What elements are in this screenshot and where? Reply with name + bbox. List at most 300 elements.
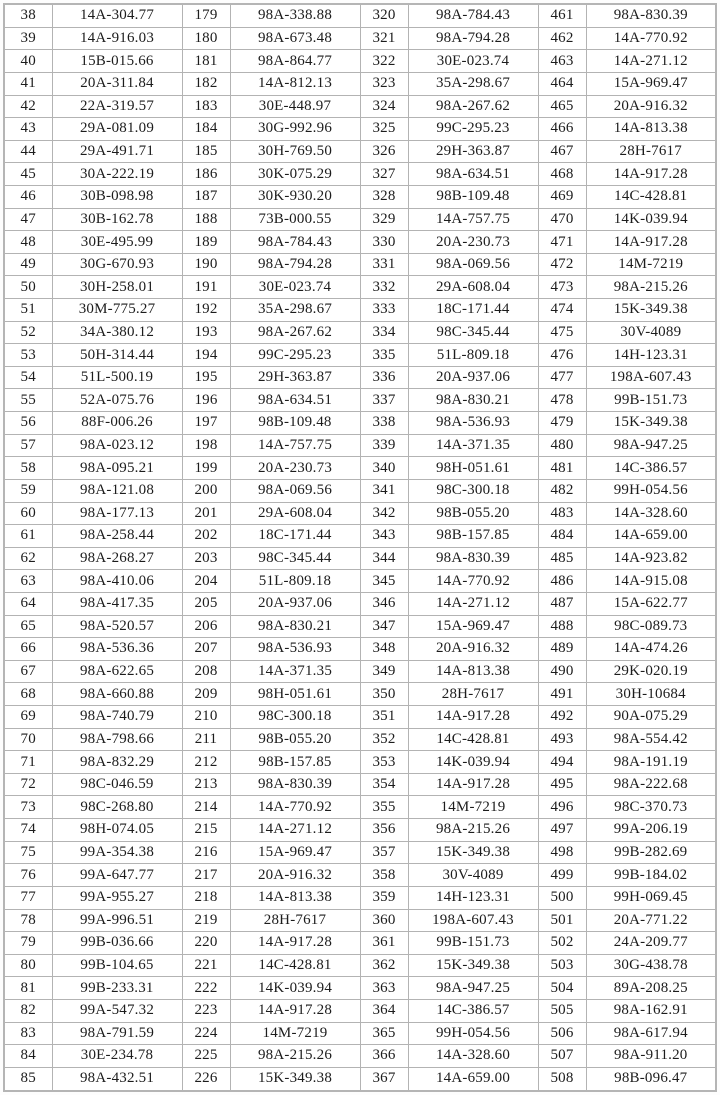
index-cell: 507: [538, 1045, 586, 1068]
index-cell: 504: [538, 977, 586, 1000]
table-row: [4, 389, 716, 412]
plate-code-cell: 28H-7617: [408, 683, 538, 706]
index-cell: 361: [360, 932, 408, 955]
index-cell: 334: [360, 321, 408, 344]
plate-code-cell: 98C-300.18: [408, 479, 538, 502]
index-cell: 327: [360, 163, 408, 186]
index-cell: 39: [4, 27, 52, 50]
plate-code-cell: 99B-036.66: [52, 932, 182, 955]
index-cell: 501: [538, 909, 586, 932]
plate-code-cell: 29A-608.04: [230, 502, 360, 525]
plate-code-cell: 99B-233.31: [52, 977, 182, 1000]
index-cell: 219: [182, 909, 230, 932]
plate-code-cell: 14A-271.12: [586, 50, 716, 73]
index-cell: 502: [538, 932, 586, 955]
plate-code-cell: 14A-813.38: [408, 660, 538, 683]
plate-code-cell: 30G-670.93: [52, 253, 182, 276]
index-cell: 335: [360, 344, 408, 367]
plate-code-cell: 30B-098.98: [52, 186, 182, 209]
plate-code-cell: 14C-428.81: [408, 728, 538, 751]
index-cell: 491: [538, 683, 586, 706]
plate-code-cell: 20A-916.32: [230, 864, 360, 887]
index-cell: 197: [182, 412, 230, 435]
index-cell: 489: [538, 638, 586, 661]
table-row: [4, 50, 716, 73]
plate-code-cell: 98A-794.28: [408, 27, 538, 50]
table-row: [4, 72, 716, 95]
plate-code-cell: 29H-363.87: [408, 140, 538, 163]
index-cell: 500: [538, 886, 586, 909]
plate-code-cell: 30E-448.97: [230, 95, 360, 118]
plate-code-cell: 99H-054.56: [586, 479, 716, 502]
plate-code-cell: 99C-295.23: [230, 344, 360, 367]
plate-code-cell: 98A-162.91: [586, 999, 716, 1022]
plate-code-cell: 14A-371.35: [230, 660, 360, 683]
index-cell: 478: [538, 389, 586, 412]
plate-code-cell: 98A-177.13: [52, 502, 182, 525]
plate-code-cell: 14A-304.77: [52, 4, 182, 27]
index-cell: 218: [182, 886, 230, 909]
plate-code-cell: 99B-151.73: [408, 932, 538, 955]
index-cell: 362: [360, 954, 408, 977]
plate-code-cell: 98B-055.20: [408, 502, 538, 525]
plate-code-cell: 98C-345.44: [230, 547, 360, 570]
plate-code-cell: 14M-7219: [230, 1022, 360, 1045]
index-cell: 78: [4, 909, 52, 932]
index-cell: 184: [182, 118, 230, 141]
plate-code-cell: 14M-7219: [408, 796, 538, 819]
table-row: [4, 95, 716, 118]
table-row: [4, 547, 716, 570]
plate-code-cell: 15K-349.38: [586, 412, 716, 435]
plate-code-cell: 51L-500.19: [52, 366, 182, 389]
index-cell: 330: [360, 231, 408, 254]
plate-codes-table: [3, 3, 717, 1092]
plate-code-cell: 30E-023.74: [230, 276, 360, 299]
index-cell: 207: [182, 638, 230, 661]
index-cell: 351: [360, 706, 408, 729]
plate-code-cell: 30K-930.20: [230, 186, 360, 209]
plate-code-cell: 98A-417.35: [52, 592, 182, 615]
plate-code-cell: 98A-410.06: [52, 570, 182, 593]
index-cell: 217: [182, 864, 230, 887]
table-row: [4, 163, 716, 186]
index-cell: 200: [182, 479, 230, 502]
plate-code-cell: 35A-298.67: [230, 299, 360, 322]
index-cell: 85: [4, 1067, 52, 1091]
plate-code-cell: 15K-349.38: [408, 954, 538, 977]
plate-code-cell: 14A-770.92: [230, 796, 360, 819]
plate-code-cell: 15A-969.47: [586, 72, 716, 95]
index-cell: 463: [538, 50, 586, 73]
table-row: [4, 864, 716, 887]
index-cell: 467: [538, 140, 586, 163]
plate-code-cell: 14A-474.26: [586, 638, 716, 661]
plate-code-cell: 15B-015.66: [52, 50, 182, 73]
index-cell: 332: [360, 276, 408, 299]
index-cell: 212: [182, 751, 230, 774]
plate-code-cell: 198A-607.43: [408, 909, 538, 932]
plate-code-cell: 198A-607.43: [586, 366, 716, 389]
plate-code-cell: 29H-363.87: [230, 366, 360, 389]
table-row: [4, 592, 716, 615]
plate-code-cell: 98A-784.43: [408, 4, 538, 27]
plate-code-cell: 28H-7617: [230, 909, 360, 932]
index-cell: 213: [182, 773, 230, 796]
index-cell: 365: [360, 1022, 408, 1045]
plate-code-cell: 30E-234.78: [52, 1045, 182, 1068]
index-cell: 352: [360, 728, 408, 751]
index-cell: 194: [182, 344, 230, 367]
index-cell: 499: [538, 864, 586, 887]
plate-code-cell: 98A-536.93: [408, 412, 538, 435]
plate-code-cell: 14A-659.00: [586, 525, 716, 548]
index-cell: 79: [4, 932, 52, 955]
table-row: [4, 434, 716, 457]
plate-code-cell: 99B-151.73: [586, 389, 716, 412]
plate-code-cell: 20A-230.73: [230, 457, 360, 480]
table-row: [4, 299, 716, 322]
index-cell: 479: [538, 412, 586, 435]
index-cell: 340: [360, 457, 408, 480]
index-cell: 508: [538, 1067, 586, 1091]
plate-code-cell: 15A-969.47: [230, 841, 360, 864]
table-row: [4, 344, 716, 367]
plate-code-cell: 14A-917.28: [230, 932, 360, 955]
index-cell: 206: [182, 615, 230, 638]
table-row: [4, 186, 716, 209]
plate-code-cell: 51L-809.18: [230, 570, 360, 593]
index-cell: 350: [360, 683, 408, 706]
index-cell: 363: [360, 977, 408, 1000]
index-cell: 326: [360, 140, 408, 163]
plate-code-cell: 15K-349.38: [408, 841, 538, 864]
plate-code-cell: 98A-830.21: [408, 389, 538, 412]
table-row: [4, 683, 716, 706]
plate-code-cell: 98A-830.39: [586, 4, 716, 27]
index-cell: 462: [538, 27, 586, 50]
index-cell: 53: [4, 344, 52, 367]
plate-code-cell: 51L-809.18: [408, 344, 538, 367]
index-cell: 473: [538, 276, 586, 299]
index-cell: 38: [4, 4, 52, 27]
index-cell: 183: [182, 95, 230, 118]
table-row: [4, 841, 716, 864]
index-cell: 331: [360, 253, 408, 276]
index-cell: 188: [182, 208, 230, 231]
index-cell: 322: [360, 50, 408, 73]
index-cell: 82: [4, 999, 52, 1022]
index-cell: 484: [538, 525, 586, 548]
plate-code-cell: 30H-258.01: [52, 276, 182, 299]
index-cell: 367: [360, 1067, 408, 1091]
index-cell: 336: [360, 366, 408, 389]
plate-code-cell: 99A-955.27: [52, 886, 182, 909]
plate-code-cell: 98A-191.19: [586, 751, 716, 774]
table-row: [4, 412, 716, 435]
index-cell: 323: [360, 72, 408, 95]
plate-code-cell: 98A-215.26: [230, 1045, 360, 1068]
index-cell: 360: [360, 909, 408, 932]
index-cell: 474: [538, 299, 586, 322]
index-cell: 475: [538, 321, 586, 344]
index-cell: 480: [538, 434, 586, 457]
plate-code-cell: 30E-023.74: [408, 50, 538, 73]
index-cell: 47: [4, 208, 52, 231]
plate-code-cell: 98H-051.61: [230, 683, 360, 706]
plate-code-cell: 98A-267.62: [408, 95, 538, 118]
plate-code-cell: 15K-349.38: [230, 1067, 360, 1091]
plate-code-cell: 14M-7219: [586, 253, 716, 276]
plate-code-cell: 30H-10684: [586, 683, 716, 706]
plate-code-cell: 98A-536.93: [230, 638, 360, 661]
index-cell: 338: [360, 412, 408, 435]
plate-code-cell: 98A-634.51: [230, 389, 360, 412]
plate-code-cell: 98A-798.66: [52, 728, 182, 751]
plate-code-cell: 88F-006.26: [52, 412, 182, 435]
index-cell: 76: [4, 864, 52, 887]
plate-code-cell: 30E-495.99: [52, 231, 182, 254]
index-cell: 346: [360, 592, 408, 615]
index-cell: 469: [538, 186, 586, 209]
plate-code-cell: 98A-338.88: [230, 4, 360, 27]
table-row: [4, 276, 716, 299]
index-cell: 74: [4, 819, 52, 842]
index-cell: 203: [182, 547, 230, 570]
index-cell: 355: [360, 796, 408, 819]
plate-code-cell: 99C-295.23: [408, 118, 538, 141]
plate-code-cell: 14A-371.35: [408, 434, 538, 457]
index-cell: 488: [538, 615, 586, 638]
plate-code-cell: 20A-916.32: [586, 95, 716, 118]
plate-code-cell: 98A-634.51: [408, 163, 538, 186]
index-cell: 215: [182, 819, 230, 842]
plate-code-cell: 89A-208.25: [586, 977, 716, 1000]
index-cell: 208: [182, 660, 230, 683]
index-cell: 61: [4, 525, 52, 548]
index-cell: 220: [182, 932, 230, 955]
index-cell: 224: [182, 1022, 230, 1045]
plate-code-cell: 15K-349.38: [586, 299, 716, 322]
index-cell: 180: [182, 27, 230, 50]
index-cell: 348: [360, 638, 408, 661]
index-cell: 52: [4, 321, 52, 344]
plate-code-cell: 98C-300.18: [230, 706, 360, 729]
plate-code-cell: 14A-923.82: [586, 547, 716, 570]
index-cell: 468: [538, 163, 586, 186]
index-cell: 466: [538, 118, 586, 141]
index-cell: 65: [4, 615, 52, 638]
plate-code-cell: 98A-023.12: [52, 434, 182, 457]
index-cell: 490: [538, 660, 586, 683]
plate-code-cell: 98A-947.25: [586, 434, 716, 457]
plate-code-cell: 98A-622.65: [52, 660, 182, 683]
index-cell: 359: [360, 886, 408, 909]
plate-code-cell: 14A-917.28: [408, 773, 538, 796]
plate-code-cell: 52A-075.76: [52, 389, 182, 412]
table-row: [4, 638, 716, 661]
plate-code-cell: 98A-536.36: [52, 638, 182, 661]
index-cell: 58: [4, 457, 52, 480]
plate-code-cell: 14A-271.12: [230, 819, 360, 842]
index-cell: 503: [538, 954, 586, 977]
index-cell: 337: [360, 389, 408, 412]
plate-code-cell: 98A-830.39: [408, 547, 538, 570]
index-cell: 189: [182, 231, 230, 254]
plate-code-cell: 99A-647.77: [52, 864, 182, 887]
table-body: [4, 4, 716, 1091]
plate-code-cell: 98C-370.73: [586, 796, 716, 819]
index-cell: 344: [360, 547, 408, 570]
index-cell: 68: [4, 683, 52, 706]
plate-code-cell: 14K-039.94: [230, 977, 360, 1000]
plate-code-cell: 98A-258.44: [52, 525, 182, 548]
plate-code-cell: 98A-784.43: [230, 231, 360, 254]
index-cell: 57: [4, 434, 52, 457]
plate-code-cell: 98A-791.59: [52, 1022, 182, 1045]
index-cell: 328: [360, 186, 408, 209]
plate-code-cell: 98B-109.48: [408, 186, 538, 209]
table-row: [4, 525, 716, 548]
index-cell: 77: [4, 886, 52, 909]
plate-code-cell: 30G-992.96: [230, 118, 360, 141]
plate-code-cell: 98A-660.88: [52, 683, 182, 706]
plate-code-cell: 98H-074.05: [52, 819, 182, 842]
index-cell: 181: [182, 50, 230, 73]
table-row: [4, 977, 716, 1000]
plate-code-cell: 98C-345.44: [408, 321, 538, 344]
index-cell: 182: [182, 72, 230, 95]
index-cell: 196: [182, 389, 230, 412]
plate-code-cell: 98A-069.56: [408, 253, 538, 276]
plate-code-cell: 98C-268.80: [52, 796, 182, 819]
table-row: [4, 140, 716, 163]
index-cell: 339: [360, 434, 408, 457]
plate-code-cell: 14A-328.60: [408, 1045, 538, 1068]
index-cell: 185: [182, 140, 230, 163]
index-cell: 356: [360, 819, 408, 842]
index-cell: 192: [182, 299, 230, 322]
plate-code-cell: 14A-770.92: [408, 570, 538, 593]
plate-code-cell: 99B-282.69: [586, 841, 716, 864]
plate-code-cell: 30B-162.78: [52, 208, 182, 231]
index-cell: 64: [4, 592, 52, 615]
plate-code-cell: 98A-673.48: [230, 27, 360, 50]
table-row: [4, 728, 716, 751]
plate-code-cell: 98B-096.47: [586, 1067, 716, 1091]
plate-code-cell: 35A-298.67: [408, 72, 538, 95]
index-cell: 345: [360, 570, 408, 593]
plate-code-cell: 99B-184.02: [586, 864, 716, 887]
table-row: [4, 706, 716, 729]
table-row: [4, 909, 716, 932]
table-row: [4, 231, 716, 254]
index-cell: 349: [360, 660, 408, 683]
table-row: [4, 457, 716, 480]
plate-code-cell: 14A-770.92: [586, 27, 716, 50]
index-cell: 50: [4, 276, 52, 299]
index-cell: 464: [538, 72, 586, 95]
table-row: [4, 1067, 716, 1091]
plate-code-cell: 18C-171.44: [230, 525, 360, 548]
plate-code-cell: 20A-230.73: [408, 231, 538, 254]
plate-code-cell: 22A-319.57: [52, 95, 182, 118]
plate-code-cell: 99A-206.19: [586, 819, 716, 842]
plate-code-cell: 14A-812.13: [230, 72, 360, 95]
index-cell: 222: [182, 977, 230, 1000]
index-cell: 366: [360, 1045, 408, 1068]
index-cell: 498: [538, 841, 586, 864]
index-cell: 461: [538, 4, 586, 27]
plate-code-cell: 14C-428.81: [230, 954, 360, 977]
plate-code-cell: 29A-608.04: [408, 276, 538, 299]
table-row: [4, 479, 716, 502]
index-cell: 485: [538, 547, 586, 570]
index-cell: 195: [182, 366, 230, 389]
plate-code-cell: 98A-617.94: [586, 1022, 716, 1045]
index-cell: 210: [182, 706, 230, 729]
index-cell: 186: [182, 163, 230, 186]
index-cell: 225: [182, 1045, 230, 1068]
index-cell: 325: [360, 118, 408, 141]
plate-code-cell: 20A-937.06: [230, 592, 360, 615]
index-cell: 209: [182, 683, 230, 706]
plate-code-cell: 29K-020.19: [586, 660, 716, 683]
index-cell: 492: [538, 706, 586, 729]
index-cell: 49: [4, 253, 52, 276]
plate-code-cell: 14A-271.12: [408, 592, 538, 615]
index-cell: 204: [182, 570, 230, 593]
plate-code-cell: 20A-916.32: [408, 638, 538, 661]
index-cell: 354: [360, 773, 408, 796]
plate-code-cell: 14A-328.60: [586, 502, 716, 525]
index-cell: 202: [182, 525, 230, 548]
index-cell: 54: [4, 366, 52, 389]
table-row: [4, 1045, 716, 1068]
plate-code-cell: 20A-937.06: [408, 366, 538, 389]
plate-code-cell: 14A-917.28: [230, 999, 360, 1022]
plate-code-cell: 90A-075.29: [586, 706, 716, 729]
plate-code-cell: 14A-915.08: [586, 570, 716, 593]
table-row: [4, 1022, 716, 1045]
plate-code-cell: 14A-757.75: [230, 434, 360, 457]
plate-code-cell: 50H-314.44: [52, 344, 182, 367]
index-cell: 353: [360, 751, 408, 774]
index-cell: 226: [182, 1067, 230, 1091]
plate-code-cell: 98A-554.42: [586, 728, 716, 751]
index-cell: 487: [538, 592, 586, 615]
plate-code-cell: 98A-432.51: [52, 1067, 182, 1091]
plate-code-cell: 14A-917.28: [586, 163, 716, 186]
index-cell: 506: [538, 1022, 586, 1045]
plate-code-cell: 20A-771.22: [586, 909, 716, 932]
index-cell: 66: [4, 638, 52, 661]
plate-code-cell: 30G-438.78: [586, 954, 716, 977]
table-row: [4, 773, 716, 796]
plate-code-cell: 98A-215.26: [408, 819, 538, 842]
plate-code-cell: 99A-354.38: [52, 841, 182, 864]
plate-code-cell: 98C-089.73: [586, 615, 716, 638]
plate-code-cell: 20A-311.84: [52, 72, 182, 95]
plate-code-cell: 98A-268.27: [52, 547, 182, 570]
index-cell: 193: [182, 321, 230, 344]
table-row: [4, 660, 716, 683]
table-row: [4, 954, 716, 977]
index-cell: 347: [360, 615, 408, 638]
index-cell: 483: [538, 502, 586, 525]
plate-code-cell: 98A-947.25: [408, 977, 538, 1000]
plate-code-cell: 14A-659.00: [408, 1067, 538, 1091]
